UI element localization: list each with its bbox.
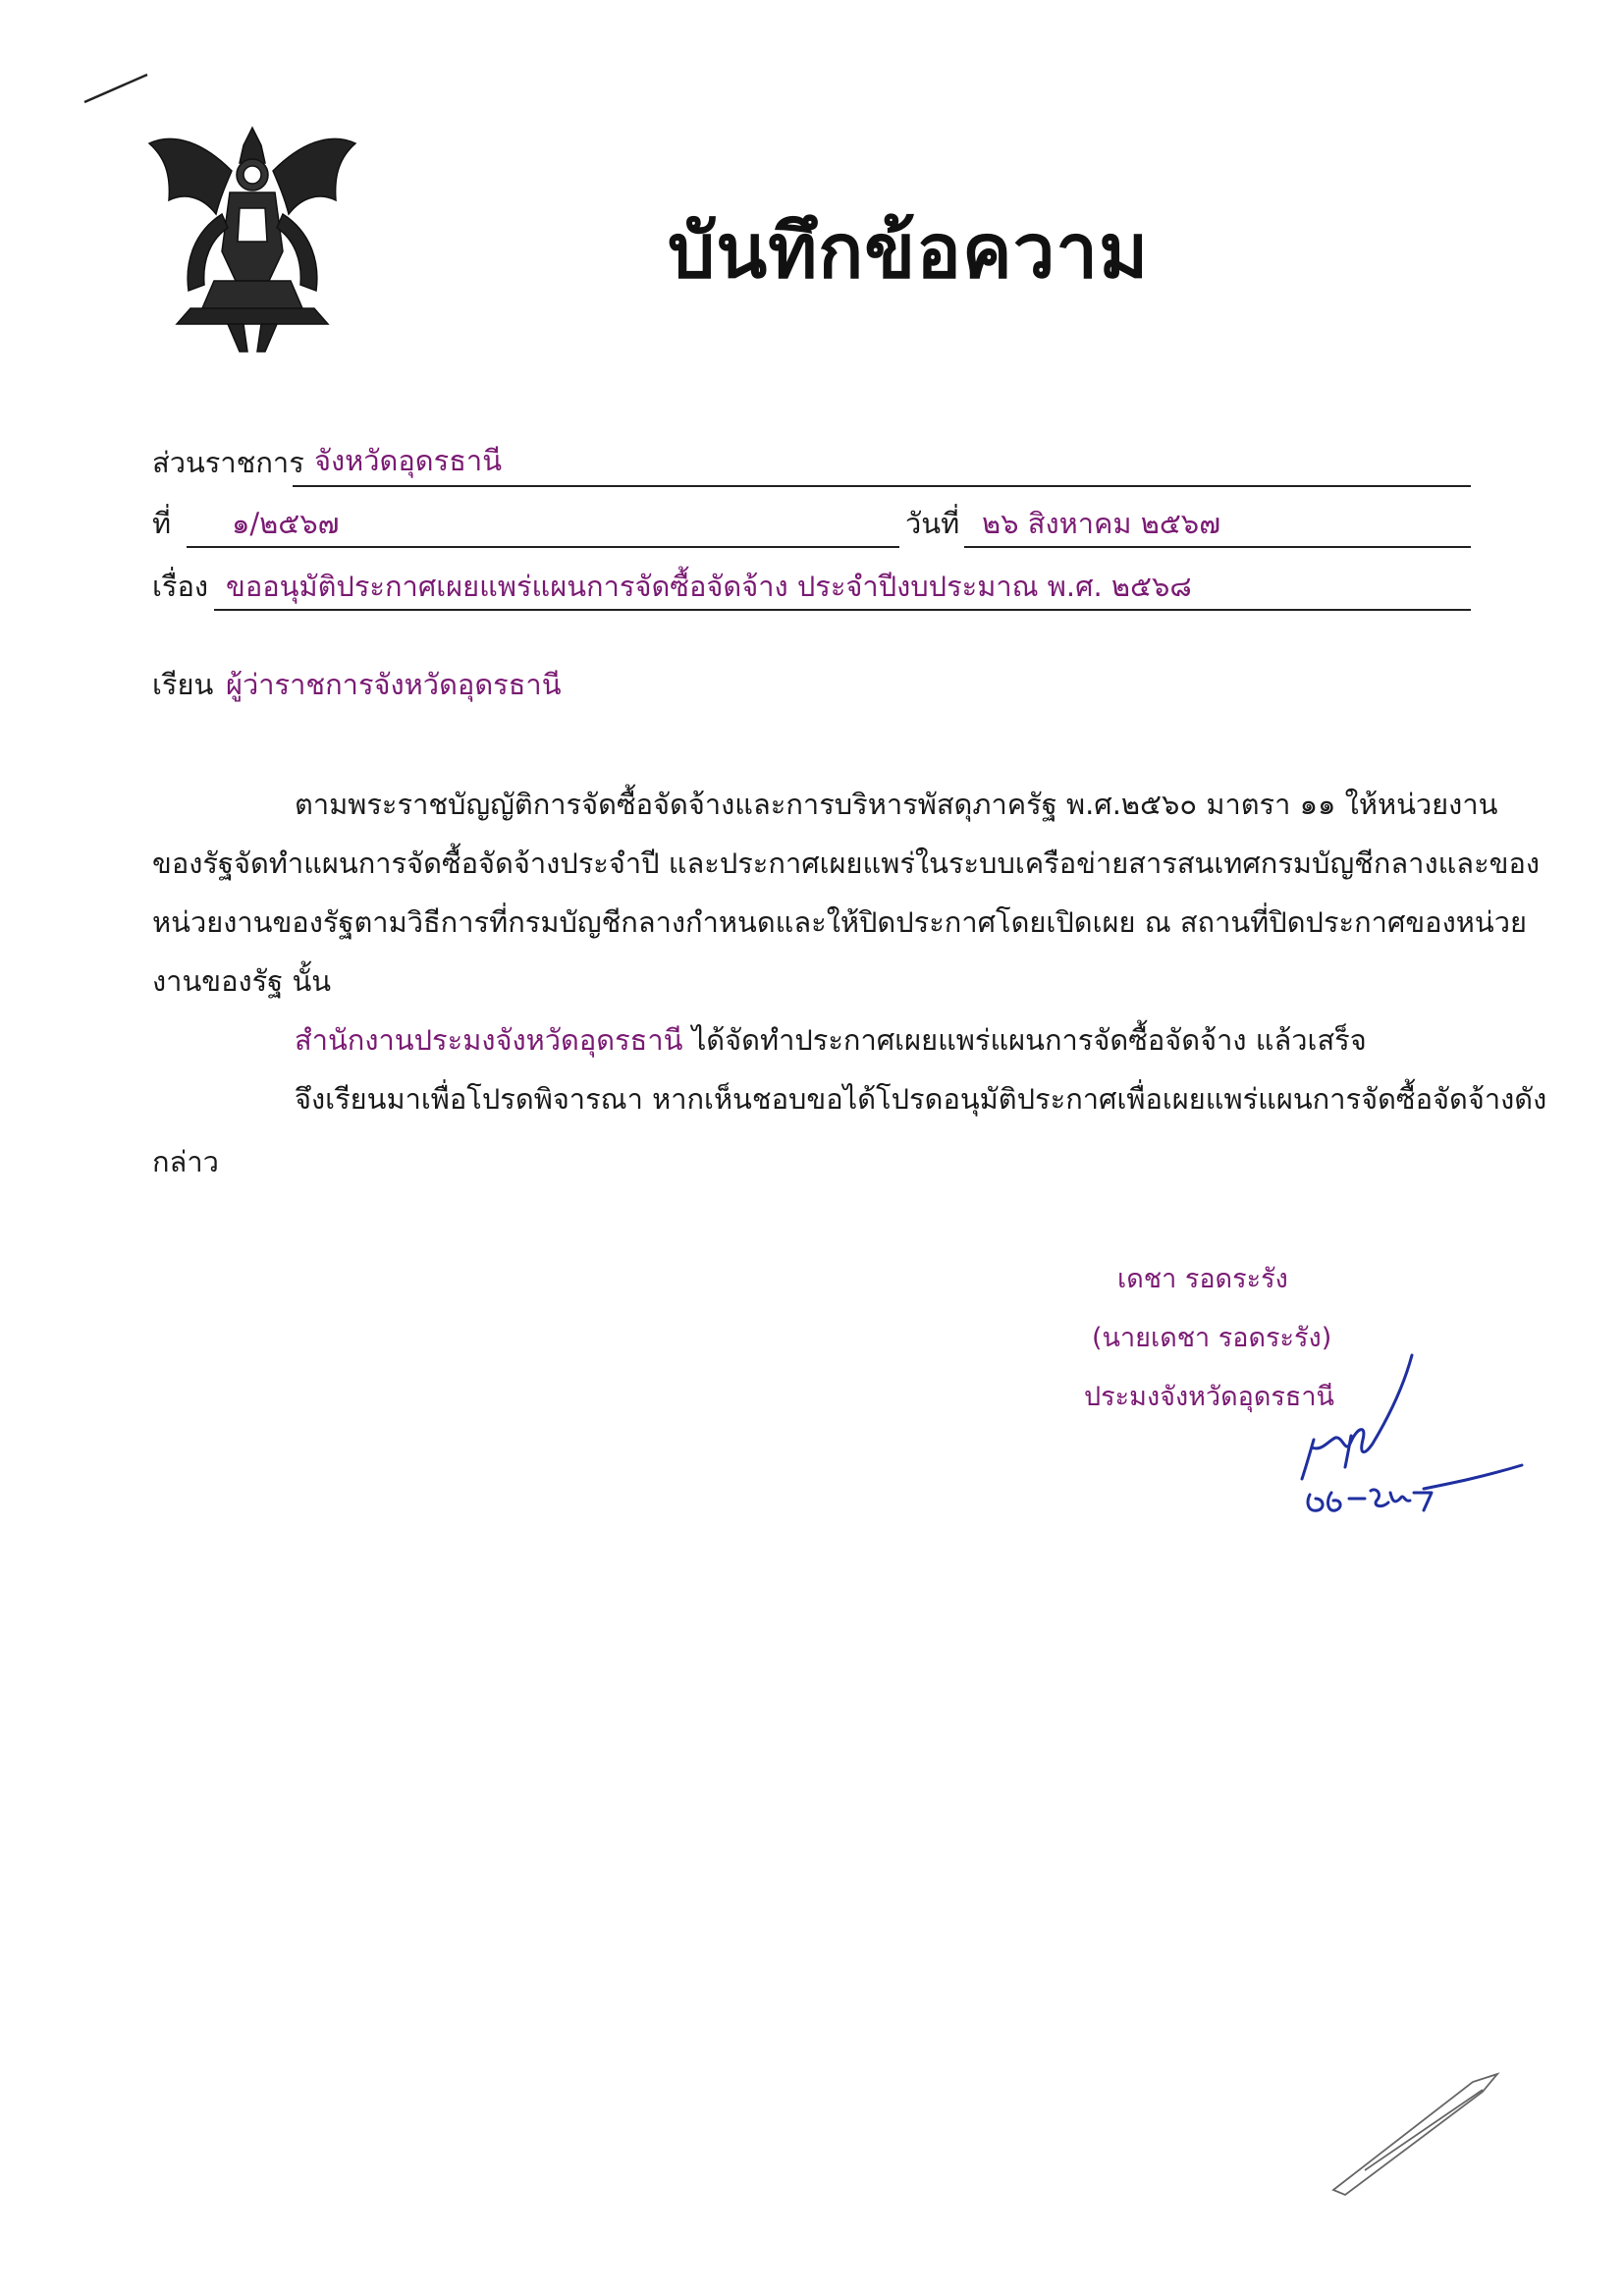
agency-value: จังหวัดอุดรธานี — [314, 444, 503, 477]
signer-full-name: (นายเดชา รอดระรัง) — [1092, 1323, 1332, 1353]
signer-position: ประมงจังหวัดอุดรธานี — [1084, 1382, 1334, 1412]
date-value: ๒๖ สิงหาคม ๒๕๖๗ — [982, 507, 1221, 540]
body-paragraph-2-text: ได้จัดทำประกาศเผยแพร่แผนการจัดซื้อจัดจ้าง แล้วเสร็จ — [682, 1023, 1367, 1057]
subject-label: เรื่อง — [152, 570, 209, 603]
subject-rule — [214, 609, 1471, 611]
date-label: วันที่ — [905, 507, 960, 540]
body-paragraph-2 — [295, 1017, 1367, 1063]
body-paragraph-1-line-1: ตามพระราชบัญญัติการจัดซื้อจัดจ้างและการบริหารพัสดุภาครัฐ พ.ศ.๒๕๖๐ มาตรา ๑๑ ให้หน่วยงาน — [295, 788, 1498, 821]
agency-label: ส่วนราชการ — [152, 446, 304, 479]
body-paragraph-1-line-4: งานของรัฐ นั้น — [152, 964, 332, 998]
ref-label: ที่ — [152, 507, 172, 540]
body-paragraph-1-line-2: ของรัฐจัดทำแผนการจัดซื้อจัดจ้างประจำปี และประกาศเผยแพร่ในระบบเครือข่ายสารสนเทศกรมบัญชีกลางและของ — [152, 847, 1541, 880]
signer-name: เดชา รอดระรัง — [1117, 1264, 1288, 1294]
garuda-emblem-icon — [145, 124, 359, 355]
body-paragraph-3-line-2: กล่าว — [152, 1145, 219, 1178]
body-paragraph-2-org: สำนักงานประมงจังหวัดอุดรธานี — [295, 1023, 683, 1057]
pen-mark-top — [82, 69, 151, 108]
subject-value: ขออนุมัติประกาศเผยแพร่แผนการจัดซื้อจัดจ้าง ประจำปีงบประมาณ พ.ศ. ๒๕๖๘ — [226, 570, 1192, 603]
ref-rule — [187, 546, 899, 548]
date-rule — [964, 546, 1471, 548]
pen-mark-bottom — [1326, 2062, 1502, 2200]
body-paragraph-3-line-1: จึงเรียนมาเพื่อโปรดพิจารณา หากเห็นชอบขอได้โปรดอนุมัติประกาศเพื่อเผยแพร่แผนการจัดซื้อจัดจ้างดัง — [295, 1082, 1547, 1116]
agency-rule — [293, 485, 1471, 487]
to-label: เรียน — [152, 668, 214, 701]
handwritten-signature — [1267, 1345, 1542, 1542]
memo-title: บันทึกข้อความ — [668, 207, 1150, 295]
ref-value: ๑/๒๕๖๗ — [232, 507, 340, 540]
body-paragraph-1-line-3: หน่วยงานของรัฐตามวิธีการที่กรมบัญชีกลางกำหนดและให้ปิดประกาศโดยเปิดเผย ณ สถานที่ปิดประกาศของหน่วย — [152, 905, 1527, 939]
to-value: ผู้ว่าราชการจังหวัดอุดรธานี — [226, 668, 562, 701]
